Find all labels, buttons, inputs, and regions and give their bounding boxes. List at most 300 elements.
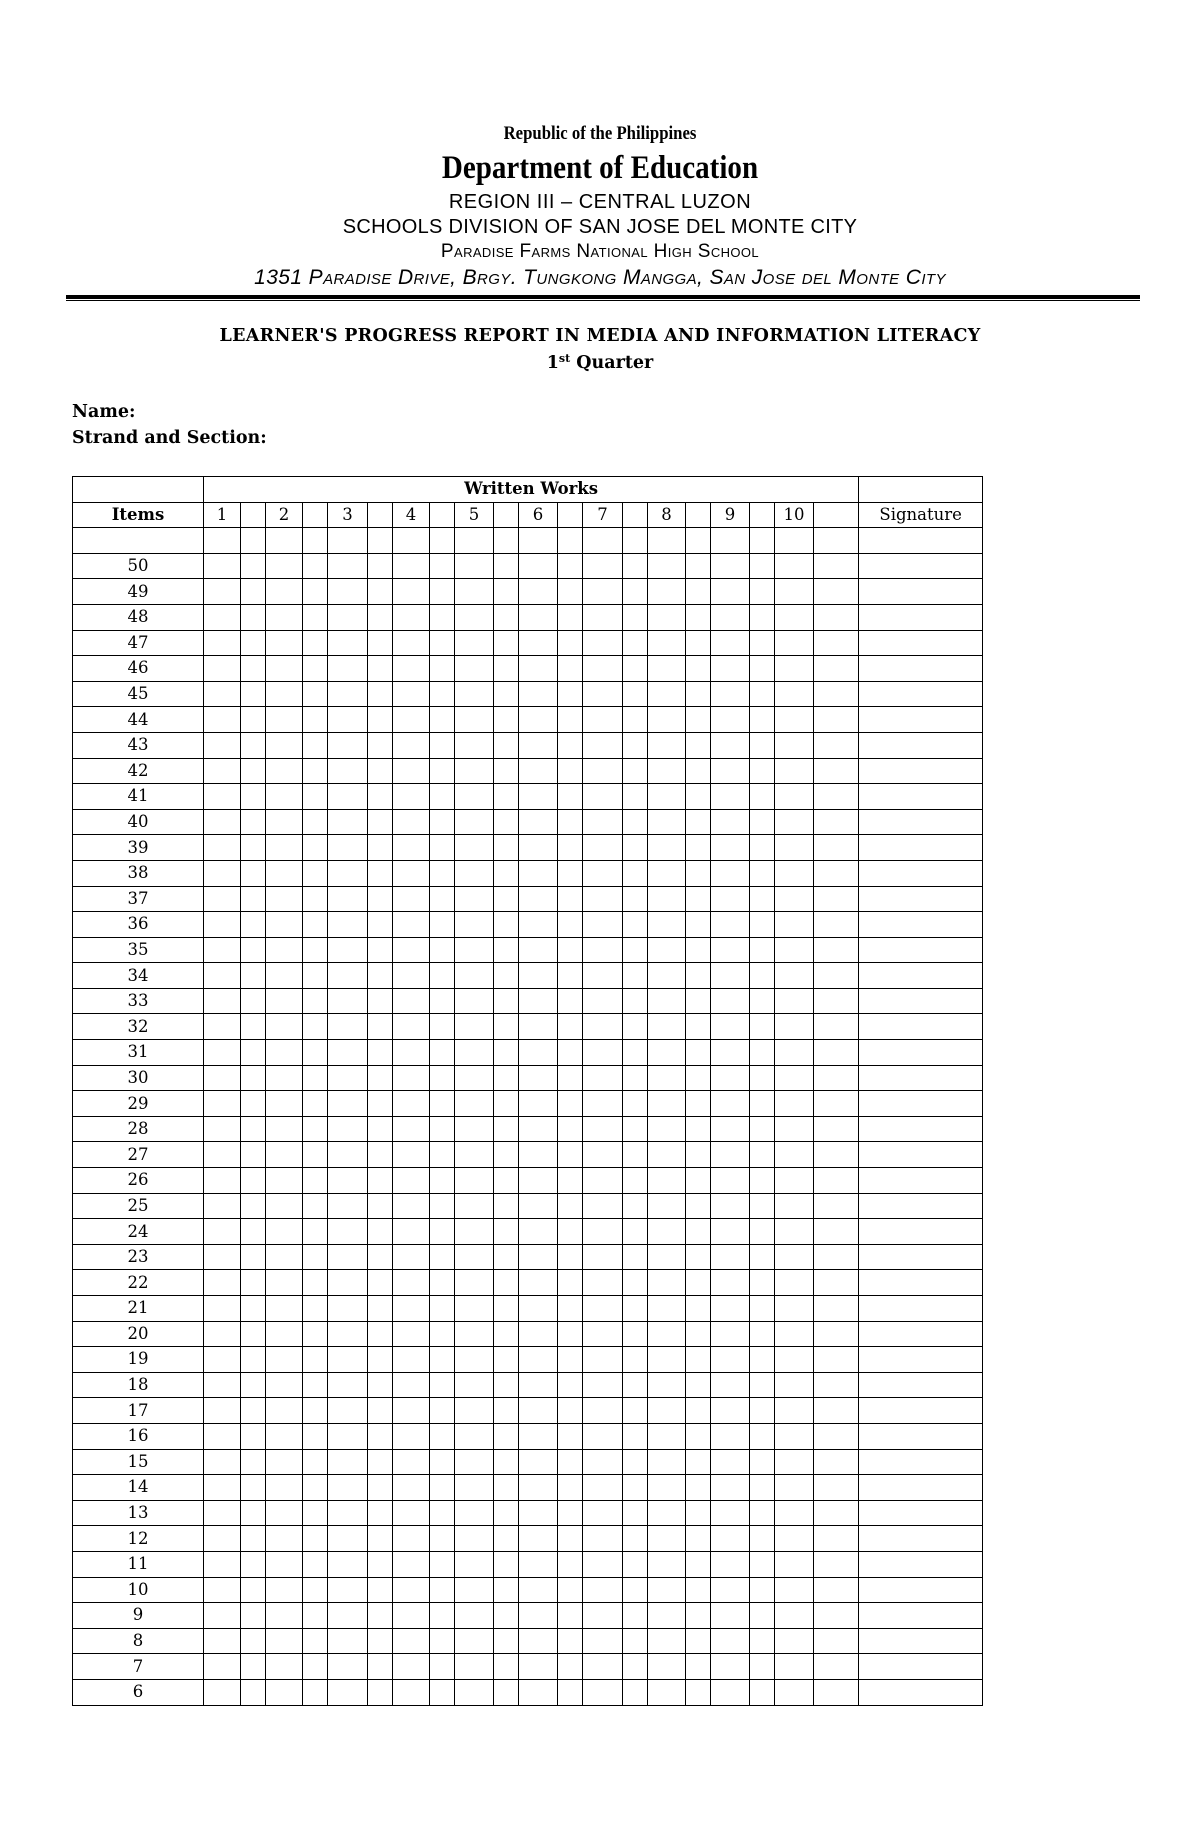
score-cell[interactable] <box>393 553 430 579</box>
score-cell[interactable] <box>328 1219 368 1245</box>
score-cell[interactable] <box>368 1168 393 1194</box>
score-cell[interactable] <box>623 681 648 707</box>
score-cell[interactable] <box>430 1014 455 1040</box>
score-cell[interactable] <box>623 1372 648 1398</box>
score-cell[interactable] <box>750 886 775 912</box>
score-cell[interactable] <box>519 1526 558 1552</box>
score-cell[interactable] <box>519 809 558 835</box>
score-cell[interactable] <box>204 630 241 656</box>
score-cell[interactable] <box>814 886 859 912</box>
score-cell[interactable] <box>204 988 241 1014</box>
score-cell[interactable] <box>241 656 266 682</box>
score-cell[interactable] <box>519 1603 558 1629</box>
signature-cell[interactable] <box>859 630 983 656</box>
score-cell[interactable] <box>686 1270 711 1296</box>
score-cell[interactable] <box>328 1628 368 1654</box>
score-cell[interactable] <box>648 1628 686 1654</box>
score-cell[interactable] <box>686 1347 711 1373</box>
score-cell[interactable] <box>583 1423 623 1449</box>
score-cell[interactable] <box>328 1398 368 1424</box>
score-cell[interactable] <box>455 758 494 784</box>
score-cell[interactable] <box>648 1347 686 1373</box>
score-cell[interactable] <box>750 758 775 784</box>
score-cell[interactable] <box>583 1654 623 1680</box>
score-cell[interactable] <box>686 1475 711 1501</box>
score-cell[interactable] <box>558 1679 583 1705</box>
score-cell[interactable] <box>583 1065 623 1091</box>
score-cell[interactable] <box>368 1500 393 1526</box>
score-cell[interactable] <box>266 1423 303 1449</box>
score-cell[interactable] <box>455 1423 494 1449</box>
score-cell[interactable] <box>328 604 368 630</box>
score-cell[interactable] <box>750 860 775 886</box>
score-cell[interactable] <box>266 1014 303 1040</box>
score-cell[interactable] <box>393 937 430 963</box>
score-cell[interactable] <box>303 1423 328 1449</box>
score-cell[interactable] <box>204 1091 241 1117</box>
score-cell[interactable] <box>623 732 648 758</box>
score-cell[interactable] <box>814 630 859 656</box>
score-cell[interactable] <box>814 1551 859 1577</box>
score-cell[interactable] <box>814 809 859 835</box>
score-cell[interactable] <box>430 579 455 605</box>
signature-cell[interactable] <box>859 1654 983 1680</box>
score-cell[interactable] <box>328 835 368 861</box>
score-cell[interactable] <box>583 1193 623 1219</box>
score-cell[interactable] <box>775 1168 814 1194</box>
score-cell[interactable] <box>430 707 455 733</box>
score-cell[interactable] <box>328 1654 368 1680</box>
score-cell[interactable] <box>558 1244 583 1270</box>
score-cell[interactable] <box>303 1398 328 1424</box>
score-cell[interactable] <box>814 1526 859 1552</box>
score-cell[interactable] <box>241 1193 266 1219</box>
score-cell[interactable] <box>368 1065 393 1091</box>
score-cell[interactable] <box>583 912 623 938</box>
signature-cell[interactable] <box>859 1449 983 1475</box>
score-cell[interactable] <box>241 1347 266 1373</box>
score-cell[interactable] <box>711 809 750 835</box>
score-cell[interactable] <box>368 1321 393 1347</box>
score-cell[interactable] <box>558 1116 583 1142</box>
score-cell[interactable] <box>623 1040 648 1066</box>
score-cell[interactable] <box>558 1193 583 1219</box>
score-cell[interactable] <box>519 656 558 682</box>
score-cell[interactable] <box>519 1423 558 1449</box>
score-cell[interactable] <box>583 1168 623 1194</box>
signature-cell[interactable] <box>859 963 983 989</box>
score-cell[interactable] <box>204 1500 241 1526</box>
score-cell[interactable] <box>241 732 266 758</box>
score-cell[interactable] <box>519 604 558 630</box>
score-cell[interactable] <box>430 1116 455 1142</box>
score-cell[interactable] <box>814 963 859 989</box>
score-cell[interactable] <box>430 1603 455 1629</box>
score-cell[interactable] <box>750 1347 775 1373</box>
score-cell[interactable] <box>266 988 303 1014</box>
score-cell[interactable] <box>686 1193 711 1219</box>
score-cell[interactable] <box>241 579 266 605</box>
score-cell[interactable] <box>558 1654 583 1680</box>
score-cell[interactable] <box>686 681 711 707</box>
score-cell[interactable] <box>519 1551 558 1577</box>
score-cell[interactable] <box>430 1270 455 1296</box>
score-cell[interactable] <box>494 1270 519 1296</box>
score-cell[interactable] <box>494 886 519 912</box>
score-cell[interactable] <box>583 784 623 810</box>
score-cell[interactable] <box>775 1091 814 1117</box>
score-cell[interactable] <box>393 886 430 912</box>
score-cell[interactable] <box>393 809 430 835</box>
score-cell[interactable] <box>455 1475 494 1501</box>
score-cell[interactable] <box>303 1321 328 1347</box>
score-cell[interactable] <box>814 707 859 733</box>
score-cell[interactable] <box>623 1168 648 1194</box>
score-cell[interactable] <box>393 835 430 861</box>
score-cell[interactable] <box>455 1449 494 1475</box>
score-cell[interactable] <box>623 1603 648 1629</box>
score-cell[interactable] <box>368 579 393 605</box>
score-cell[interactable] <box>558 1014 583 1040</box>
score-cell[interactable] <box>241 1065 266 1091</box>
score-cell[interactable] <box>328 1475 368 1501</box>
score-cell[interactable] <box>204 1270 241 1296</box>
score-cell[interactable] <box>303 1040 328 1066</box>
score-cell[interactable] <box>623 1219 648 1245</box>
score-cell[interactable] <box>494 1654 519 1680</box>
score-cell[interactable] <box>241 1219 266 1245</box>
score-cell[interactable] <box>368 1449 393 1475</box>
score-cell[interactable] <box>393 630 430 656</box>
score-cell[interactable] <box>519 1142 558 1168</box>
score-cell[interactable] <box>393 784 430 810</box>
score-cell[interactable] <box>494 1193 519 1219</box>
score-cell[interactable] <box>648 809 686 835</box>
score-cell[interactable] <box>303 630 328 656</box>
score-cell[interactable] <box>775 1475 814 1501</box>
score-cell[interactable] <box>750 1679 775 1705</box>
score-cell[interactable] <box>393 1219 430 1245</box>
score-cell[interactable] <box>648 707 686 733</box>
score-cell[interactable] <box>711 1551 750 1577</box>
score-cell[interactable] <box>241 784 266 810</box>
score-cell[interactable] <box>558 1219 583 1245</box>
score-cell[interactable] <box>648 1040 686 1066</box>
score-cell[interactable] <box>368 1270 393 1296</box>
score-cell[interactable] <box>430 835 455 861</box>
score-cell[interactable] <box>368 937 393 963</box>
score-cell[interactable] <box>455 1116 494 1142</box>
score-cell[interactable] <box>455 1603 494 1629</box>
score-cell[interactable] <box>204 1603 241 1629</box>
score-cell[interactable] <box>494 1603 519 1629</box>
score-cell[interactable] <box>711 963 750 989</box>
score-cell[interactable] <box>558 1168 583 1194</box>
score-cell[interactable] <box>648 656 686 682</box>
score-cell[interactable] <box>686 1551 711 1577</box>
score-cell[interactable] <box>303 1628 328 1654</box>
score-cell[interactable] <box>558 1500 583 1526</box>
score-cell[interactable] <box>519 1040 558 1066</box>
score-cell[interactable] <box>686 1526 711 1552</box>
score-cell[interactable] <box>648 963 686 989</box>
score-cell[interactable] <box>558 707 583 733</box>
score-cell[interactable] <box>328 860 368 886</box>
score-cell[interactable] <box>686 1500 711 1526</box>
score-cell[interactable] <box>455 1526 494 1552</box>
score-cell[interactable] <box>204 809 241 835</box>
score-cell[interactable] <box>455 1347 494 1373</box>
score-cell[interactable] <box>711 860 750 886</box>
signature-cell[interactable] <box>859 860 983 886</box>
score-cell[interactable] <box>430 809 455 835</box>
score-cell[interactable] <box>750 1142 775 1168</box>
score-cell[interactable] <box>750 988 775 1014</box>
score-cell[interactable] <box>711 1654 750 1680</box>
score-cell[interactable] <box>368 630 393 656</box>
score-cell[interactable] <box>241 963 266 989</box>
score-cell[interactable] <box>519 707 558 733</box>
score-cell[interactable] <box>814 835 859 861</box>
score-cell[interactable] <box>204 1475 241 1501</box>
score-cell[interactable] <box>328 1679 368 1705</box>
score-cell[interactable] <box>775 860 814 886</box>
score-cell[interactable] <box>583 1116 623 1142</box>
score-cell[interactable] <box>368 809 393 835</box>
score-cell[interactable] <box>430 1065 455 1091</box>
score-cell[interactable] <box>648 1321 686 1347</box>
score-cell[interactable] <box>455 1321 494 1347</box>
score-cell[interactable] <box>204 886 241 912</box>
score-cell[interactable] <box>494 809 519 835</box>
score-cell[interactable] <box>686 1679 711 1705</box>
score-cell[interactable] <box>583 1091 623 1117</box>
score-cell[interactable] <box>266 1398 303 1424</box>
score-cell[interactable] <box>583 1475 623 1501</box>
score-cell[interactable] <box>711 1347 750 1373</box>
score-cell[interactable] <box>266 1321 303 1347</box>
score-cell[interactable] <box>775 1219 814 1245</box>
score-cell[interactable] <box>328 1321 368 1347</box>
score-cell[interactable] <box>519 1321 558 1347</box>
score-cell[interactable] <box>648 1475 686 1501</box>
score-cell[interactable] <box>455 553 494 579</box>
score-cell[interactable] <box>711 937 750 963</box>
score-cell[interactable] <box>519 1347 558 1373</box>
score-cell[interactable] <box>583 937 623 963</box>
score-cell[interactable] <box>711 1628 750 1654</box>
score-cell[interactable] <box>686 860 711 886</box>
score-cell[interactable] <box>583 835 623 861</box>
score-cell[interactable] <box>623 707 648 733</box>
score-cell[interactable] <box>303 732 328 758</box>
score-cell[interactable] <box>204 860 241 886</box>
score-cell[interactable] <box>494 784 519 810</box>
score-cell[interactable] <box>711 835 750 861</box>
score-cell[interactable] <box>368 1014 393 1040</box>
score-cell[interactable] <box>519 1449 558 1475</box>
score-cell[interactable] <box>241 912 266 938</box>
score-cell[interactable] <box>519 1372 558 1398</box>
score-cell[interactable] <box>393 1296 430 1322</box>
score-cell[interactable] <box>303 809 328 835</box>
score-cell[interactable] <box>455 1577 494 1603</box>
score-cell[interactable] <box>241 1423 266 1449</box>
score-cell[interactable] <box>711 1500 750 1526</box>
score-cell[interactable] <box>204 1372 241 1398</box>
score-cell[interactable] <box>814 681 859 707</box>
signature-cell[interactable] <box>859 1347 983 1373</box>
score-cell[interactable] <box>368 681 393 707</box>
score-cell[interactable] <box>623 758 648 784</box>
score-cell[interactable] <box>204 1347 241 1373</box>
score-cell[interactable] <box>623 1296 648 1322</box>
score-cell[interactable] <box>686 1244 711 1270</box>
score-cell[interactable] <box>241 1321 266 1347</box>
score-cell[interactable] <box>368 1526 393 1552</box>
score-cell[interactable] <box>328 1040 368 1066</box>
score-cell[interactable] <box>430 988 455 1014</box>
score-cell[interactable] <box>430 912 455 938</box>
score-cell[interactable] <box>241 604 266 630</box>
score-cell[interactable] <box>686 886 711 912</box>
score-cell[interactable] <box>558 1475 583 1501</box>
score-cell[interactable] <box>519 963 558 989</box>
score-cell[interactable] <box>303 835 328 861</box>
score-cell[interactable] <box>303 1577 328 1603</box>
score-cell[interactable] <box>393 1679 430 1705</box>
score-cell[interactable] <box>775 1065 814 1091</box>
score-cell[interactable] <box>648 784 686 810</box>
score-cell[interactable] <box>430 630 455 656</box>
score-cell[interactable] <box>711 1449 750 1475</box>
score-cell[interactable] <box>686 1628 711 1654</box>
score-cell[interactable] <box>393 707 430 733</box>
score-cell[interactable] <box>266 1142 303 1168</box>
score-cell[interactable] <box>266 681 303 707</box>
score-cell[interactable] <box>430 681 455 707</box>
score-cell[interactable] <box>686 1603 711 1629</box>
score-cell[interactable] <box>814 604 859 630</box>
signature-cell[interactable] <box>859 912 983 938</box>
score-cell[interactable] <box>623 1193 648 1219</box>
score-cell[interactable] <box>583 1296 623 1322</box>
signature-cell[interactable] <box>859 1372 983 1398</box>
score-cell[interactable] <box>558 732 583 758</box>
score-cell[interactable] <box>303 656 328 682</box>
score-cell[interactable] <box>814 758 859 784</box>
score-cell[interactable] <box>455 1628 494 1654</box>
score-cell[interactable] <box>814 1475 859 1501</box>
score-cell[interactable] <box>328 1142 368 1168</box>
score-cell[interactable] <box>814 1193 859 1219</box>
score-cell[interactable] <box>328 988 368 1014</box>
score-cell[interactable] <box>241 1116 266 1142</box>
score-cell[interactable] <box>711 758 750 784</box>
score-cell[interactable] <box>648 630 686 656</box>
score-cell[interactable] <box>328 758 368 784</box>
score-cell[interactable] <box>648 1270 686 1296</box>
score-cell[interactable] <box>241 1500 266 1526</box>
score-cell[interactable] <box>393 963 430 989</box>
score-cell[interactable] <box>393 1526 430 1552</box>
score-cell[interactable] <box>623 1116 648 1142</box>
score-cell[interactable] <box>494 1040 519 1066</box>
score-cell[interactable] <box>494 1475 519 1501</box>
score-cell[interactable] <box>583 758 623 784</box>
score-cell[interactable] <box>266 1577 303 1603</box>
score-cell[interactable] <box>686 1296 711 1322</box>
score-cell[interactable] <box>519 1577 558 1603</box>
score-cell[interactable] <box>303 1500 328 1526</box>
score-cell[interactable] <box>711 988 750 1014</box>
score-cell[interactable] <box>750 1065 775 1091</box>
score-cell[interactable] <box>393 860 430 886</box>
score-cell[interactable] <box>266 1500 303 1526</box>
score-cell[interactable] <box>455 1372 494 1398</box>
signature-cell[interactable] <box>859 1244 983 1270</box>
score-cell[interactable] <box>558 1423 583 1449</box>
score-cell[interactable] <box>583 1040 623 1066</box>
score-cell[interactable] <box>430 1296 455 1322</box>
score-cell[interactable] <box>519 1065 558 1091</box>
score-cell[interactable] <box>328 1065 368 1091</box>
score-cell[interactable] <box>303 1270 328 1296</box>
score-cell[interactable] <box>750 1500 775 1526</box>
score-cell[interactable] <box>519 732 558 758</box>
score-cell[interactable] <box>648 1577 686 1603</box>
score-cell[interactable] <box>328 1116 368 1142</box>
score-cell[interactable] <box>303 1116 328 1142</box>
score-cell[interactable] <box>814 912 859 938</box>
score-cell[interactable] <box>266 758 303 784</box>
score-cell[interactable] <box>494 1423 519 1449</box>
score-cell[interactable] <box>393 1244 430 1270</box>
score-cell[interactable] <box>686 1423 711 1449</box>
score-cell[interactable] <box>328 1347 368 1373</box>
score-cell[interactable] <box>711 1321 750 1347</box>
score-cell[interactable] <box>266 1679 303 1705</box>
score-cell[interactable] <box>368 1475 393 1501</box>
score-cell[interactable] <box>303 1679 328 1705</box>
score-cell[interactable] <box>430 553 455 579</box>
score-cell[interactable] <box>623 1270 648 1296</box>
score-cell[interactable] <box>368 1551 393 1577</box>
score-cell[interactable] <box>583 860 623 886</box>
score-cell[interactable] <box>711 912 750 938</box>
score-cell[interactable] <box>494 1500 519 1526</box>
signature-cell[interactable] <box>859 1423 983 1449</box>
score-cell[interactable] <box>623 1449 648 1475</box>
score-cell[interactable] <box>814 656 859 682</box>
score-cell[interactable] <box>303 988 328 1014</box>
score-cell[interactable] <box>686 809 711 835</box>
score-cell[interactable] <box>241 707 266 733</box>
score-cell[interactable] <box>750 1270 775 1296</box>
score-cell[interactable] <box>519 835 558 861</box>
score-cell[interactable] <box>430 1347 455 1373</box>
score-cell[interactable] <box>711 1526 750 1552</box>
score-cell[interactable] <box>368 1142 393 1168</box>
score-cell[interactable] <box>204 1398 241 1424</box>
score-cell[interactable] <box>648 1244 686 1270</box>
score-cell[interactable] <box>455 1296 494 1322</box>
score-cell[interactable] <box>494 1577 519 1603</box>
signature-cell[interactable] <box>859 1296 983 1322</box>
score-cell[interactable] <box>750 1577 775 1603</box>
score-cell[interactable] <box>303 1091 328 1117</box>
score-cell[interactable] <box>519 1091 558 1117</box>
